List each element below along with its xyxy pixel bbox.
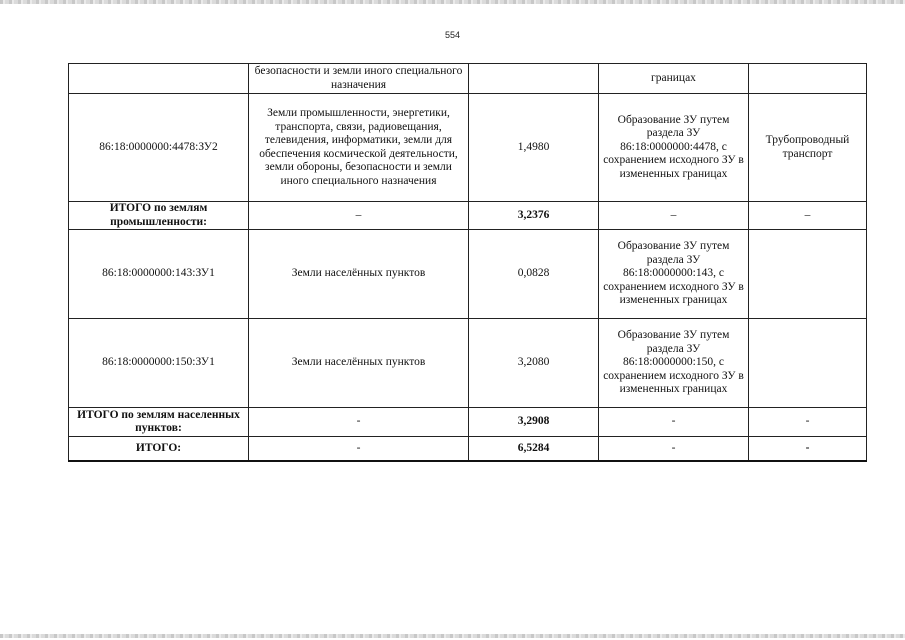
- area-cell: 3,2080: [469, 319, 599, 408]
- table-row: [69, 94, 867, 202]
- subtotal-row-industry: [69, 202, 867, 230]
- formation-cell: границах: [599, 64, 749, 94]
- use-cell: [749, 64, 867, 94]
- formation-cell: Образование ЗУ путем раздела ЗУ 86:18:0000000:143, с сохранением исходного ЗУ в измененных границах: [599, 230, 749, 319]
- formation-cell: –: [599, 202, 749, 230]
- formation-cell: -: [599, 437, 749, 461]
- area-cell: 1,4980: [469, 94, 599, 202]
- category-cell: Земли населённых пунктов: [249, 230, 469, 319]
- use-cell: [749, 230, 867, 319]
- use-cell: –: [749, 202, 867, 230]
- grand-total-area: 6,5284: [469, 437, 599, 461]
- subtotal-area: 3,2908: [469, 408, 599, 437]
- table-row: [69, 64, 867, 94]
- subtotal-row-settlements: [69, 408, 867, 437]
- area-cell: 0,0828: [469, 230, 599, 319]
- formation-cell: -: [599, 408, 749, 437]
- use-cell: -: [749, 408, 867, 437]
- category-cell: –: [249, 202, 469, 230]
- cadastral-cell: [69, 64, 249, 94]
- subtotal-label: ИТОГО по землям промышленности:: [69, 202, 249, 230]
- cadastral-cell: 86:18:0000000:150:ЗУ1: [69, 319, 249, 408]
- cadastral-cell: 86:18:0000000:4478:ЗУ2: [69, 94, 249, 202]
- table-row: [69, 319, 867, 408]
- table-row: [69, 230, 867, 319]
- category-cell: Земли промышленности, энергетики, транспорта, связи, радиовещания, телевидения, информатики, земли для обеспечения космической деятельности, земли обороны, безопасности и земли иного специального назначения: [249, 94, 469, 202]
- formation-cell: Образование ЗУ путем раздела ЗУ 86:18:0000000:150, с сохранением исходного ЗУ в измененных границах: [599, 319, 749, 408]
- scan-edge-bottom: [0, 634, 905, 638]
- subtotal-label: ИТОГО по землям населенных пунктов:: [69, 408, 249, 437]
- use-cell: -: [749, 437, 867, 461]
- use-cell: Трубопроводный транспорт: [749, 94, 867, 202]
- subtotal-area: 3,2376: [469, 202, 599, 230]
- land-plots-table: [68, 63, 867, 462]
- cadastral-cell: 86:18:0000000:143:ЗУ1: [69, 230, 249, 319]
- grand-total-label: ИТОГО:: [69, 437, 249, 461]
- grand-total-row: [69, 437, 867, 461]
- scan-edge-top: [0, 0, 905, 4]
- use-cell: [749, 319, 867, 408]
- area-cell: [469, 64, 599, 94]
- page-number: 554: [444, 30, 461, 40]
- category-cell: безопасности и земли иного специального назначения: [249, 64, 469, 94]
- formation-cell: Образование ЗУ путем раздела ЗУ 86:18:0000000:4478, с сохранением исходного ЗУ в измененных границах: [599, 94, 749, 202]
- category-cell: -: [249, 437, 469, 461]
- category-cell: Земли населённых пунктов: [249, 319, 469, 408]
- category-cell: -: [249, 408, 469, 437]
